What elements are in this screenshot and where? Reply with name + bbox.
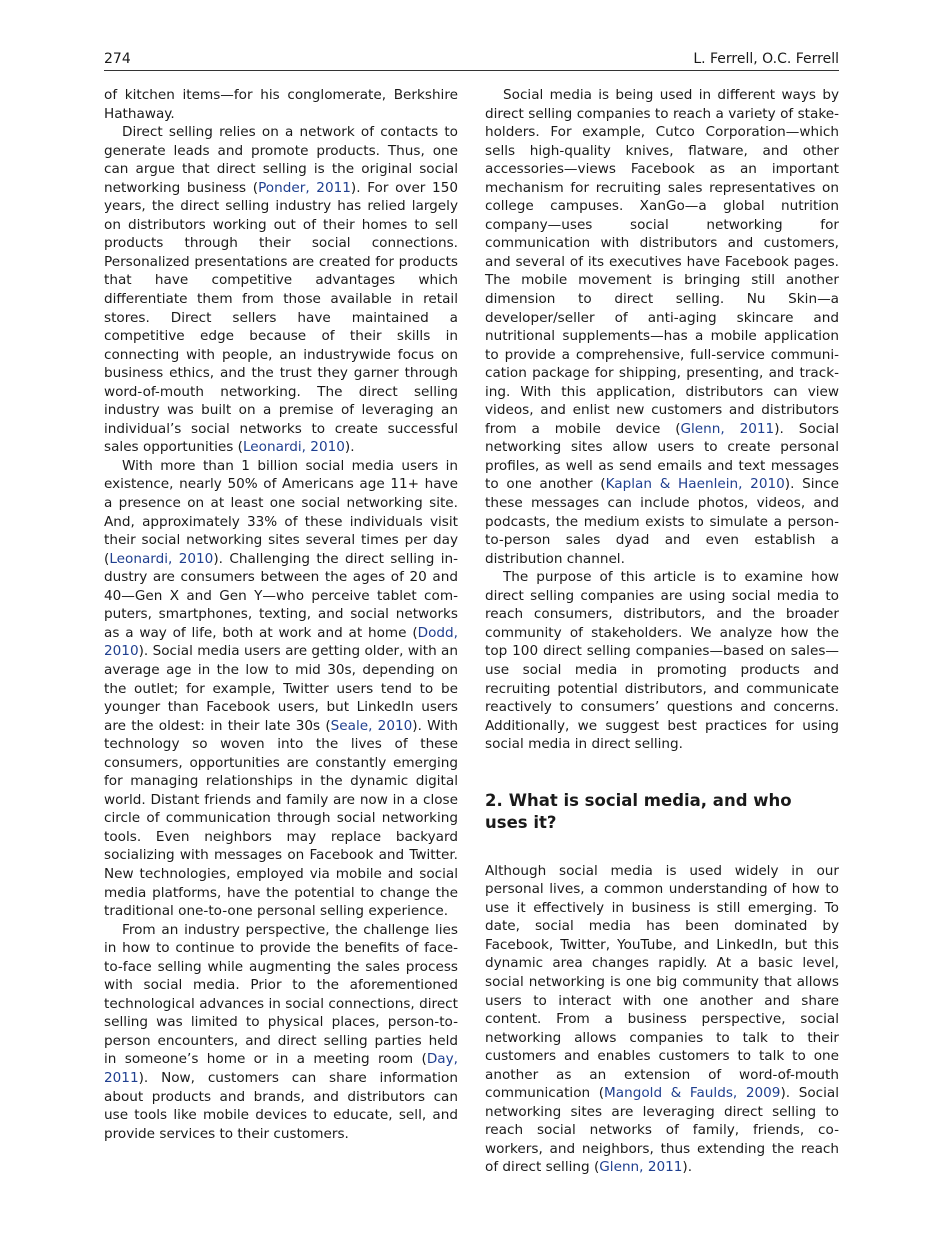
text: Direct selling relies on a network of contacts to generate leads and promote products. Thus, one can argue that direct selling is the original social networking business ( bbox=[104, 124, 458, 196]
paragraph-article-purpose: The purpose of this article is to examine how direct selling companies are using social media to reach consumers, distributors, and the broader community of stakeholders. We analyze how the top 100 direct selling companies—based on sales—use social media in promoting products and recruiting potential distributors, and communicate reactively to consumers’ questions and concerns. Additionally, we suggest best practices for using social media in direct selling. bbox=[485, 569, 839, 753]
text: From an industry perspective, the challenge lies in how to continue to provide the benefits of face-to-face selling while augmenting the sales process with social media. Prior to the aforementioned technological advances in social connections, direct selling was limited to physical places, person-to-person encounters, and direct selling parties held in someone’s home or in a meeting room ( bbox=[104, 921, 458, 1068]
text: ). For over 150 years, the direct selling industry has relied largely on distributors working out of their homes to sell products through their social connections. Personalized presentations are created for products that have competitive advantages which differentiate them from those available in retail stores. Direct sellers have maintained a competitive edge because of their skills in connecting with people, an industrywide focus on business ethics, and the trust they garner through word-of-mouth networking. The direct selling industry was built on a premise of leveraging an individual’s social networks to create successful sales opportunities ( bbox=[104, 179, 459, 456]
text: ). Social media users are getting older, with an average age in the low to mid 30s, depending on the outlet; for example, Twitter users tend to be younger than Facebook users, but LinkedIn users are the oldest: in their late 30s ( bbox=[104, 643, 458, 734]
citation-link[interactable]: Glenn, 2011 bbox=[599, 1159, 683, 1176]
paragraph-section-intro bbox=[485, 862, 839, 1177]
text: ). Now, customers can share information about products and brands, and distributors can use tools like mobile devices to educate, sell, and provide services to their customers. bbox=[104, 1069, 458, 1142]
text: Although social media is used widely in our personal lives, a common understanding of how to use it effectively in business is still emerging. To date, social media has been dominated by Facebook, Twitter, YouTube, and LinkedIn, but this dynamic area changes rapidly. At a basic level, social networking is one big community that allows users to interact with one another and share content. From a business perspective, social networking allows companies to talk to their customers and enables customers to talk to one another as an extension of word-of-mouth communication ( bbox=[485, 862, 839, 1102]
text: ). Social networking sites are leveraging direct selling to reach social networks of family, friends, co-workers, and neighbors, thus extending the reach of direct selling ( bbox=[485, 1085, 839, 1176]
text: ). Social networking sites allow users to create personal profiles, as well as send emails and text messages to one another ( bbox=[485, 420, 839, 493]
citation-link[interactable]: Mangold & Faulds, 2009 bbox=[604, 1085, 781, 1102]
section-number: 2. bbox=[485, 790, 503, 810]
citation-link[interactable]: Kaplan & Haenlein, 2010 bbox=[605, 476, 785, 493]
text: ). Since these messages can include photos, videos, and podcasts, the medium exists to simulate a person-to-person sales dyad and even establish a distribution channel. bbox=[485, 476, 840, 567]
citation-link[interactable]: Leonardi, 2010 bbox=[242, 439, 345, 456]
text: With more than 1 billion social media users in existence, nearly 50% of Americans age 11+ have a presence on at least one social networking site. And, approximately 33% of these individuals visit their social networking sites several times per day ( bbox=[104, 457, 458, 567]
paragraph-continued: of kitchen items—for his conglomerate, Berkshire Hathaway. bbox=[104, 87, 458, 122]
citation-link[interactable]: Glenn, 2011 bbox=[680, 420, 775, 437]
section-heading bbox=[485, 790, 839, 834]
citation-link[interactable]: Leonardi, 2010 bbox=[109, 550, 214, 567]
citation-link[interactable]: Ponder, 2011 bbox=[258, 179, 351, 196]
citation-link[interactable]: Day, 2011 bbox=[104, 1051, 458, 1086]
text: ). Challenging the direct selling industry are consumers between the ages of 20 and 40—Gen X and Gen Y—who perceive tablet computers, smartphones, texting, and social networks as a way of life, both at work and at home ( bbox=[104, 550, 459, 641]
page-number: 274 bbox=[104, 51, 131, 67]
paragraph-social-media-users bbox=[104, 457, 458, 921]
text: Social media is being used in different ways by direct selling companies to reach a variety of stakeholders. For example, Cutco Corporation—which sells high-quality knives, flatware, and other accessories—views Facebook as an important mechanism for recruiting sales representatives on college campuses. XanGo—a global nutrition company—uses social networking for communication with distributors and customers, and several of its executives have Facebook pages. The mobile movement is bringing still another dimension to direct selling. Nu Skin—a developer/seller of anti-aging skincare and nutritional supplements—has a mobile application to provide a comprehensive, full-service communication package for shipping, presenting, and tracking. With this application, distributors can view videos, and enlist new customers and distributors from a mobile device ( bbox=[485, 87, 839, 437]
text: ). With technology so woven into the lives of these consumers, opportunities are constantly emerging for managing relationships in the dynamic digital world. Distant friends and family are now in a close circle of communication through social networking tools. Even neighbors may replace backyard socializing with messages on Facebook and Twitter. New technologies, employed via mobile and social media platforms, have the potential to change the traditional one-to-one personal selling experience. bbox=[104, 717, 458, 920]
paragraph-social-media-uses bbox=[485, 86, 839, 568]
left-column bbox=[104, 86, 458, 1143]
paragraph-direct-selling-network bbox=[104, 123, 458, 457]
citation-link[interactable]: Dodd, 2010 bbox=[104, 624, 458, 660]
right-column bbox=[485, 86, 839, 1177]
running-authors: L. Ferrell, O.C. Ferrell bbox=[693, 51, 839, 67]
text: ). bbox=[344, 439, 355, 456]
text: ). bbox=[682, 1159, 693, 1176]
section-title: What is social media, and who uses it? bbox=[485, 790, 792, 832]
paragraph-industry-perspective bbox=[104, 921, 458, 1144]
running-header bbox=[104, 50, 839, 71]
citation-link[interactable]: Seale, 2010 bbox=[330, 717, 413, 734]
